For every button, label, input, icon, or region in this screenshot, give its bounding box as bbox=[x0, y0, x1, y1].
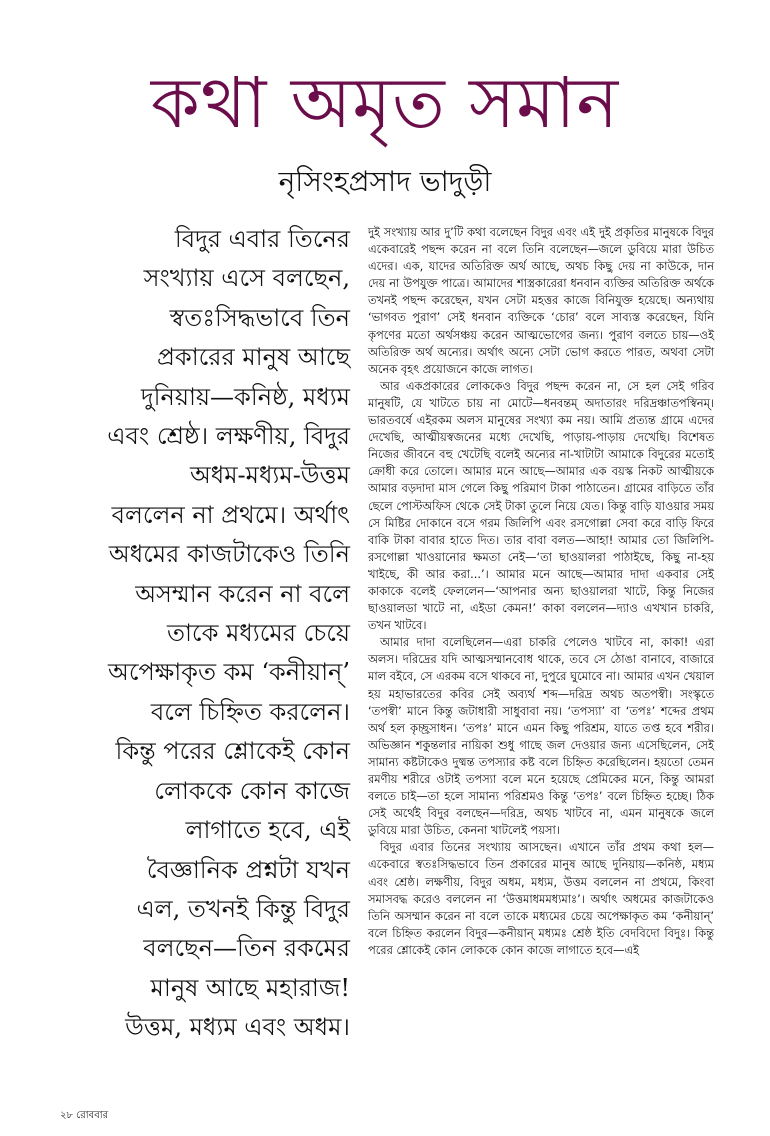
pull-quote-line: কিন্তু পরের শ্লোকেই কোন bbox=[115, 737, 350, 766]
page-footer: ২৮ রোববার bbox=[60, 1110, 109, 1121]
author-name: নৃসিংহপ্রসাদ ভাদুড়ী bbox=[278, 165, 492, 198]
pull-quote-line: বৈজ্ঞানিক প্রশ্নটা যখন bbox=[146, 855, 350, 884]
body-paragraph: আমার দাদা বলেছিলেন—এরা চাকরি পেলেও খাটবে না, কাকা! এরা অলস। দরিদ্রের যদি আত্মসম্মানবোধ থাকে, তবে সে ঠোঙা বানাবে, বাজারে মাল বইবে, সে এরকম বসে থাকবে না, দুপুরে ঘুমোবে না। আমার এখন খেয়াল হয় মহাভারতের কবির সেই অব্যর্থ শব্দ—দরিদ্র অথচ অতপস্বী। সংস্কৃতে ‘তপস্বী’ মানে কিন্তু জটাধারী সাধুবাবা নয়। ‘তপস্যা’ বা ‘তপঃ’ শব্দের প্রথম অর্থ হল কৃচ্ছ্রসাধন। ‘তপঃ’ মানে এমন কিছু পরিশ্রম, যাতে তপ্ত হবে শরীর। অভিজ্ঞান শকুন্তলার নায়িকা শুধু গাছে জল দেওয়ার জন্য এসেছিলেন, সেই সামান্য কষ্টটাকেও দুষ্মন্ত তপস্যার কষ্ট বলে চিহ্নিত করেছিলেন। হয়তো তেমন রমণীয় শরীরে ওটাই তপস্যা বলে মনে হয়েছে প্রেমিকের মনে, কিন্তু আমরা বলতে চাই—তা হলে সামান্য পরিশ্রমও কিন্তু ‘তপঃ’ বলে চিহ্নিত হচ্ছে। ঠিক সেই অর্থেই বিদুর বলছেন—দরিদ্র, অথচ খাটবে না, এমন মানুষকে জলে ডুবিয়ে মারা উচিত, কেননা খাটলেই পয়সা। bbox=[368, 635, 714, 838]
article-body bbox=[368, 224, 714, 959]
body-paragraph: আর একপ্রকারের লোককেও বিদুর পছন্দ করেন না, সে হল সেই গরিব মানুষটি, যে খাটতে চায় না মোটে—ধনবন্তম্ অদাতারং দরিদ্রঞ্চাতপস্বিনম্। ভারতবর্ষে এইরকম অলস মানুষের সংখ্যা কম নয়। আমি প্রত্যন্ত গ্রামে এদের দেখেছি, আত্মীয়স্বজনের মধ্যে দেখেছি, পাড়ায়-পাড়ায় দেখেছি। বিশেষত নিজের জীবনে বহু খেটেছি বলেই অন্যের না-খাটাটা আমাকে বিদুরের মতোই ক্রোধী করে তোলে। আমার মনে আছে—আমার এক বয়স্ক নিকট আত্মীয়কে আমার বড়দাদা মাস গেলে কিছু পরিমাণ টাকা পাঠাতেন। গ্রামের বাড়িতে তাঁর ছেলে পোস্টঅফিস থেকে সেই টাকা তুলে নিয়ে যেত। কিন্তু বাড়ি যাওয়ার সময় সে মিষ্টির দোকানে বসে গরম জিলিপি এবং রসগোল্লা সেবা করে বাড়ি ফিরে বাকি টাকা বাবার হাতে দিত। তার বাবা বলত—আহা! আমার তো জিলিপি-রসগোল্লা খাওয়ানোর ক্ষমতা নেই—‘তা ছাওয়ালরা পাঠাইছে, কিছু না-হয় খাইছে, কী আর করা...’। আমার মনে আছে—আমার দাদা একবার সেই কাকাকে বলেই ফেললেন—‘আপনার অন্য ছাওয়ালরা খাটে, কিন্তু নিজের ছাওয়ালডা খাটে না, এইডা কেমন!’ কাকা বললেন—দ্যাও এখখান চাকরি, তখন খাটবে। bbox=[368, 378, 714, 633]
pull-quote-line: প্রকারের মানুষ আছে bbox=[157, 343, 350, 372]
pull-quote-line: স্বতঃসিদ্ধভাবে তিন bbox=[169, 303, 350, 332]
pull-quote bbox=[60, 220, 350, 1048]
pull-quote-line: তাকে মধ্যমের চেয়ে bbox=[166, 619, 350, 648]
pull-quote-line: অধম-মধ্যম-উত্তম bbox=[189, 461, 350, 490]
pull-quote-line: অপেক্ষাকৃত কম ‘কনীয়ান্’ bbox=[108, 658, 350, 687]
pull-quote-line: বলে চিহ্নিত করলেন। bbox=[150, 697, 350, 726]
pull-quote-line: বললেন না প্রথমে। অর্থাৎ bbox=[111, 500, 350, 529]
pull-quote-line: অধমের কাজটাকেও তিনি bbox=[108, 540, 350, 569]
pull-quote-line: বলছেন—তিন রকমের bbox=[143, 934, 350, 963]
pull-quote-line: উত্তম, মধ্যম এবং অধম। bbox=[125, 1013, 350, 1042]
pull-quote-line: মানুষ আছে মহারাজ! bbox=[150, 973, 350, 1002]
pull-quote-line: লোককে কোন কাজে bbox=[154, 776, 350, 805]
body-paragraph: দুই সংখ্যায় আর দু’টি কথা বলেছেন বিদুর এবং এই দুই প্রকৃতির মানুষকে বিদুর একেবারেই পছন্দ করেন না বলে তিনি বলেছেন—জলে ডুবিয়ে মারা উচিত এদের। এক, যাদের অতিরিক্ত অর্থ আছে, অথচ কিছু দেয় না কাউকে, দান দেয় না উপযুক্ত পাত্রে। আমাদের শাস্ত্রকারেরা ধনবান ব্যক্তির অতিরিক্ত অর্থকে তখনই পছন্দ করেছেন, যখন সেটা মহত্তর কাজে বিনিযুক্ত হয়েছে। অন্যথায় ‘ভাগবত পুরাণ’ সেই ধনবান ব্যক্তিকে ‘চোর’ বলে সাব্যস্ত করেছেন, যিনি কৃপণের মতো অর্থসঞ্চয় করেন আত্মভোগের জন্য। পুরাণ বলতে চায়—ওই অতিরিক্ত অর্থ অন্যের। অর্থাৎ অন্যে সেটা ভোগ করতে পারত, অথবা সেটা অনেক বৃহৎ প্রয়োজনে কাজে লাগত। bbox=[368, 225, 714, 376]
pull-quote-line: লাগাতে হবে, এই bbox=[185, 816, 350, 845]
body-paragraph: বিদুর এবার তিনের সংখ্যায় আসছেন। এখানে তাঁর প্রথম কথা হল—একেবারে স্বতঃসিদ্ধভাবে তিন প্রকারের মানুষ আছে দুনিয়ায়—কনিষ্ঠ, মধ্যম এবং শ্রেষ্ঠ। লক্ষণীয়, বিদুর অধম, মধ্যম, উত্তম বললেন না প্রথমে, কিংবা সমাসবদ্ধ করেও বললেন না ‘উত্তমাধমমধ্যমাঃ’। অর্থাৎ অধমের কাজটাকেও তিনি অসম্মান করেন না বলে তাকে মধ্যমের চেয়ে অপেক্ষাকৃত কম ‘কনীয়ান্’ বলে চিহ্নিত করলেন বিদুর—কনীয়ান্ মধ্যমঃ শ্রেষ্ঠ ইতি বেদবিদো বিদুঃ। কিন্তু পরের শ্লোকেই কোন লোককে কোন কাজে লাগাতে হবে—এই bbox=[368, 840, 714, 957]
pull-quote-line: দুনিয়ায়—কনিষ্ঠ, মধ্যম bbox=[141, 382, 350, 411]
article-title: কথা অমৃত সমান bbox=[150, 62, 620, 144]
pull-quote-line: সংখ্যায় এসে বলছেন, bbox=[143, 264, 350, 293]
pull-quote-line: বিদুর এবার তিনের bbox=[174, 225, 350, 253]
pull-quote-line: এবং শ্রেষ্ঠ। লক্ষণীয়, বিদুর bbox=[107, 422, 350, 451]
pull-quote-line: এল, তখনই কিন্তু বিদুর bbox=[136, 894, 350, 923]
pull-quote-line: অসম্মান করেন না বলে bbox=[135, 579, 350, 608]
